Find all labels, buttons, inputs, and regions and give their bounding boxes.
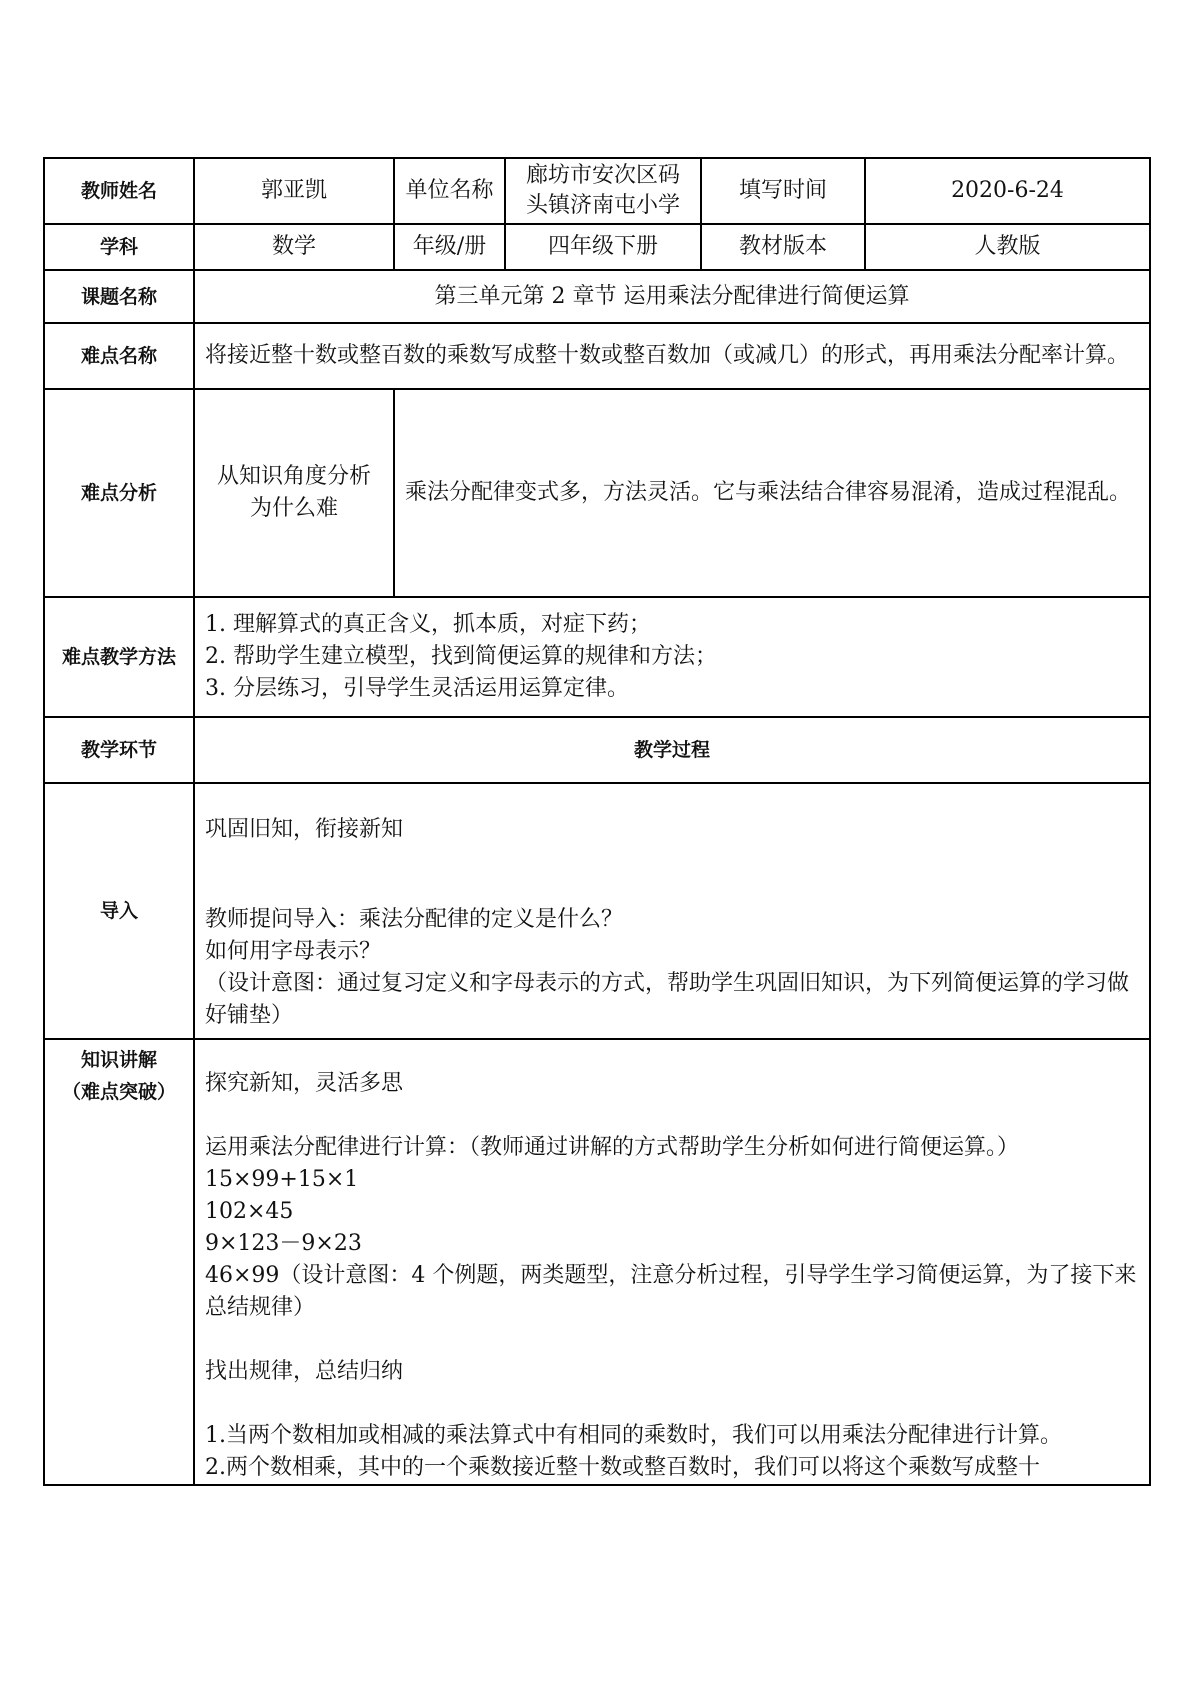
rule-1: 1.当两个数相加或相减的乘法算式中有相同的乘数时，我们可以用乘法分配律进行计算。 — [205, 1423, 1062, 1448]
methods-row — [44, 597, 1150, 717]
analysis-row — [44, 389, 1150, 597]
lesson-plan-table — [43, 157, 1151, 1486]
process-header: 教学过程 — [194, 717, 1150, 783]
method-item: 3. 分层练习，引导学生灵活运用运算定律。 — [205, 676, 629, 701]
methods-label: 难点教学方法 — [44, 597, 194, 717]
teacher-name-value: 郭亚凯 — [194, 158, 394, 224]
summary-title: 找出规律，总结归纳 — [205, 1359, 404, 1384]
intro-question-2: 如何用字母表示？ — [205, 939, 382, 964]
intro-content — [194, 783, 1150, 1039]
rule-2: 2.两个数相乘，其中的一个乘数接近整十数或整百数时，我们可以将这个乘数写成整十 — [205, 1455, 1040, 1480]
analysis-label: 难点分析 — [44, 389, 194, 597]
header-row-2 — [44, 224, 1150, 270]
unit-name-value: 廊坊市安次区码头镇济南屯小学 — [505, 158, 701, 224]
knowledge-label-sub: （难点突破） — [61, 1081, 176, 1103]
spacer — [205, 1388, 1139, 1420]
subject-value: 数学 — [194, 224, 394, 270]
fill-date-label: 填写时间 — [701, 158, 865, 224]
stage-header: 教学环节 — [44, 717, 194, 783]
difficulty-value: 将接近整十数或整百数的乘数写成整十数或整百数加（或减几）的形式，再用乘法分配率计算。 — [194, 323, 1150, 389]
knowledge-content — [194, 1039, 1150, 1485]
header-row-1 — [44, 158, 1150, 224]
example-2: 102×45 — [205, 1199, 294, 1224]
difficulty-row — [44, 323, 1150, 389]
spacer — [205, 1324, 1139, 1356]
methods-list — [194, 597, 1150, 717]
unit-name-label: 单位名称 — [394, 158, 505, 224]
spacer — [205, 846, 1139, 904]
fill-date-value: 2020-6-24 — [865, 158, 1150, 224]
example-4: 46×99（设计意图：4 个例题，两类题型，注意分析过程，引导学生学习简便运算，为了接下来总结规律） — [205, 1263, 1137, 1320]
knowledge-label — [44, 1039, 194, 1485]
knowledge-instruction: 运用乘法分配律进行计算：（教师通过讲解的方式帮助学生分析如何进行简便运算。） — [205, 1135, 1020, 1160]
edition-value: 人教版 — [865, 224, 1150, 270]
grade-value: 四年级下册 — [505, 224, 701, 270]
intro-row — [44, 783, 1150, 1039]
example-3: 9×123－9×23 — [205, 1231, 362, 1256]
edition-label: 教材版本 — [701, 224, 865, 270]
analysis-sub-label: 从知识角度分析为什么难 — [194, 389, 394, 597]
method-item: 1. 理解算式的真正含义，抓本质，对症下药； — [205, 612, 651, 637]
topic-label: 课题名称 — [44, 270, 194, 323]
knowledge-label-main: 知识讲解 — [80, 1049, 157, 1071]
process-header-row — [44, 717, 1150, 783]
analysis-value: 乘法分配律变式多，方法灵活。它与乘法结合律容易混淆，造成过程混乱。 — [394, 389, 1150, 597]
subject-label: 学科 — [44, 224, 194, 270]
example-1: 15×99+15×1 — [205, 1167, 359, 1192]
intro-intent: （设计意图：通过复习定义和字母表示的方式，帮助学生巩固旧知识，为下列简便运算的学习做好铺垫） — [205, 971, 1130, 1028]
difficulty-label: 难点名称 — [44, 323, 194, 389]
knowledge-title: 探究新知，灵活多思 — [205, 1071, 404, 1096]
topic-value: 第三单元第 2 章节 运用乘法分配律进行简便运算 — [194, 270, 1150, 323]
intro-title: 巩固旧知，衔接新知 — [205, 817, 404, 842]
spacer — [205, 1100, 1139, 1132]
knowledge-row — [44, 1039, 1150, 1485]
intro-question-1: 教师提问导入：乘法分配律的定义是什么？ — [205, 907, 624, 932]
teacher-name-label: 教师姓名 — [44, 158, 194, 224]
intro-label: 导入 — [44, 783, 194, 1039]
topic-row — [44, 270, 1150, 323]
method-item: 2. 帮助学生建立模型，找到简便运算的规律和方法； — [205, 644, 717, 669]
grade-label: 年级/册 — [394, 224, 505, 270]
